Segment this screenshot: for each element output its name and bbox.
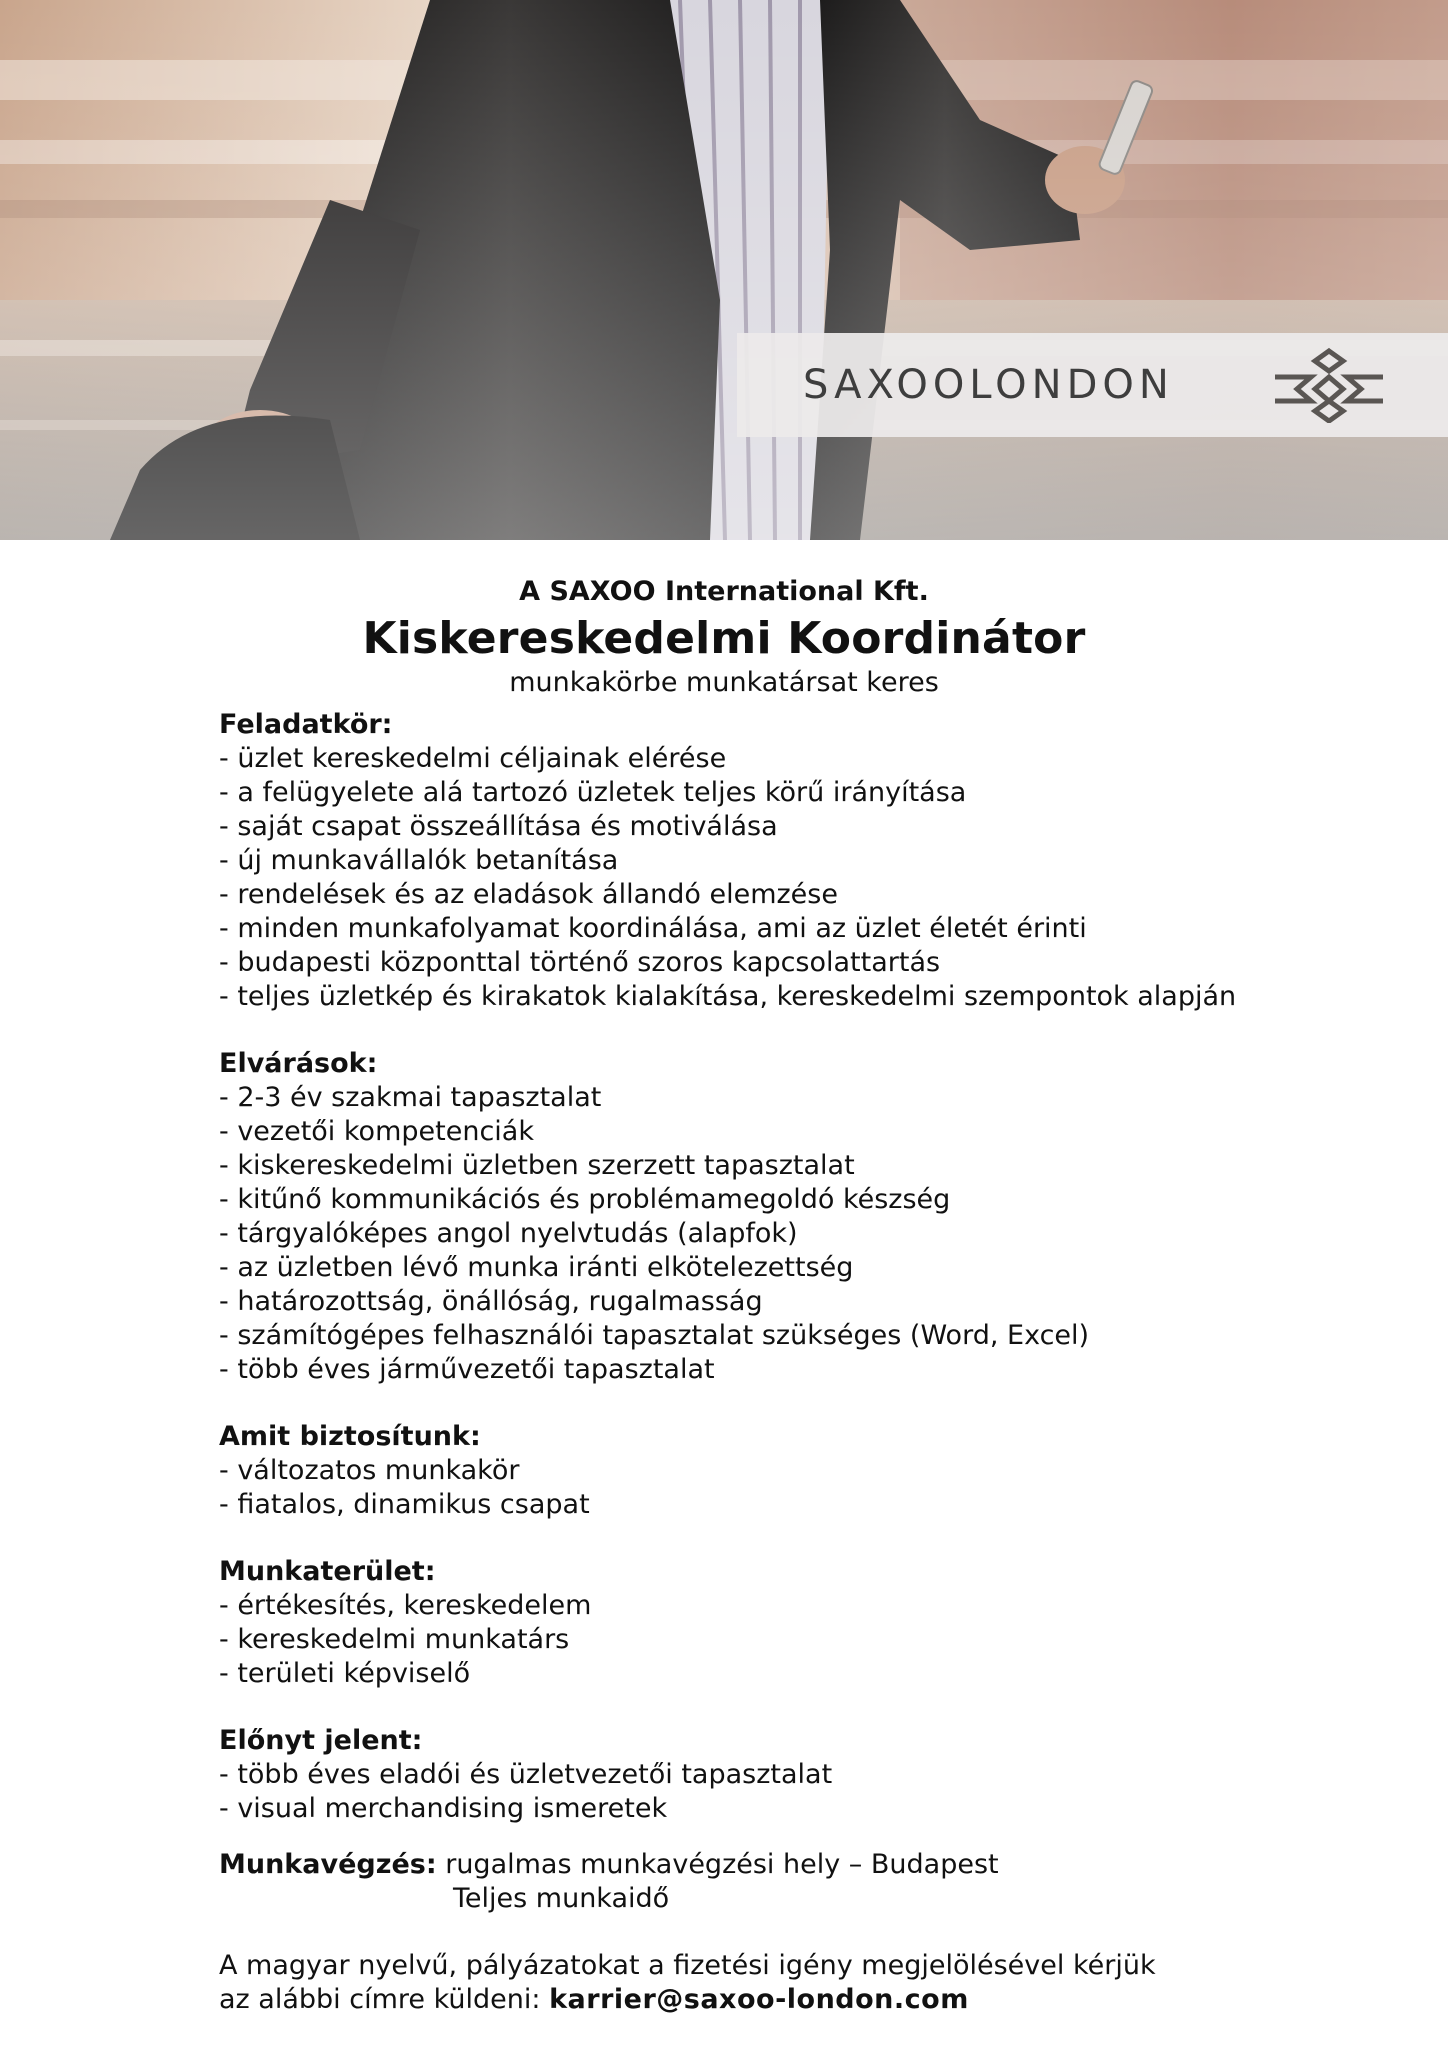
list-item: - az üzletben lévő munka iránti elkötelezettség [219, 1252, 854, 1283]
list-item: - saját csapat összeállítása és motiválása [219, 811, 778, 842]
list-item: - számítógépes felhasználói tapasztalat szükséges (Word, Excel) [219, 1320, 1090, 1351]
list-item: - új munkavállalók betanítása [219, 845, 619, 876]
logo-band [737, 333, 1448, 437]
section-title: Feladatkör: [219, 709, 393, 740]
section-work-area [219, 1555, 1399, 1691]
job-subtitle: munkakörbe munkatársat keres [509, 667, 939, 698]
list-item: - budapesti központtal történő szoros kapcsolattartás [219, 947, 941, 978]
list-item: - fiatalos, dinamikus csapat [219, 1489, 590, 1520]
list-item: - több éves járművezetői tapasztalat [219, 1354, 715, 1385]
section-apply [219, 1949, 1399, 2017]
list-item: - rendelések és az eladások állandó elemzése [219, 879, 838, 910]
section-title: Előnyt jelent: [219, 1725, 423, 1756]
job-description [219, 708, 1399, 2017]
work-location: rugalmas munkavégzési hely – Budapest [445, 1849, 999, 1880]
work-label: Munkavégzés: [219, 1849, 437, 1880]
logo-wordmark: SAXOOLONDON [803, 362, 1174, 408]
list-item: - visual merchandising ismeretek [219, 1793, 668, 1824]
businessman-photo [0, 0, 1448, 540]
list-item: - üzlet kereskedelmi céljainak elérése [219, 743, 727, 774]
list-item: - kereskedelmi munkatárs [219, 1624, 570, 1655]
list-item: - teljes üzletkép és kirakatok kialakítása, kereskedelmi szempontok alapján [219, 981, 1237, 1012]
list-item: - több éves eladói és üzletvezetői tapasztalat [219, 1759, 833, 1790]
section-requirements [219, 1047, 1399, 1387]
section-title: Amit biztosítunk: [219, 1421, 481, 1452]
section-benefits [219, 1420, 1399, 1522]
list-item: - kitűnő kommunikációs és problémamegoldó készség [219, 1184, 951, 1215]
list-item: - a felügyelete alá tartozó üzletek teljes körű irányítása [219, 777, 967, 808]
list-item: - változatos munkakör [219, 1455, 520, 1486]
list-item: - minden munkafolyamat koordinálása, ami az üzlet életét érinti [219, 913, 1087, 944]
section-duties [219, 708, 1399, 1014]
apply-text-prefix: az alábbi címre küldeni: [219, 1984, 550, 2015]
section-work-details [219, 1848, 1399, 1916]
list-item: - területi képviselő [219, 1658, 471, 1689]
section-advantages [219, 1724, 1399, 1826]
list-item: - kiskereskedelmi üzletben szerzett tapasztalat [219, 1150, 855, 1181]
section-title: Elvárások: [219, 1048, 378, 1079]
list-item: - értékesítés, kereskedelem [219, 1590, 592, 1621]
job-title: Kiskereskedelmi Koordinátor [362, 613, 1086, 664]
list-item: - 2-3 év szakmai tapasztalat [219, 1082, 602, 1113]
list-item: - vezetői kompetenciák [219, 1116, 534, 1147]
section-title: Munkaterület: [219, 1556, 436, 1587]
work-hours: Teljes munkaidő [453, 1883, 670, 1914]
apply-email-link[interactable]: karrier@saxoo-london.com [549, 1984, 969, 2015]
list-item: - határozottság, önállóság, rugalmasság [219, 1286, 763, 1317]
list-item: - tárgyalóképes angol nyelvtudás (alapfok) [219, 1218, 798, 1249]
company-name: A SAXOO International Kft. [519, 576, 929, 607]
apply-text: A magyar nyelvű, pályázatokat a fizetési igény megjelölésével kérjük [219, 1950, 1156, 1981]
logo-emblem-icon [1267, 347, 1391, 423]
hero-photo [0, 0, 1448, 540]
